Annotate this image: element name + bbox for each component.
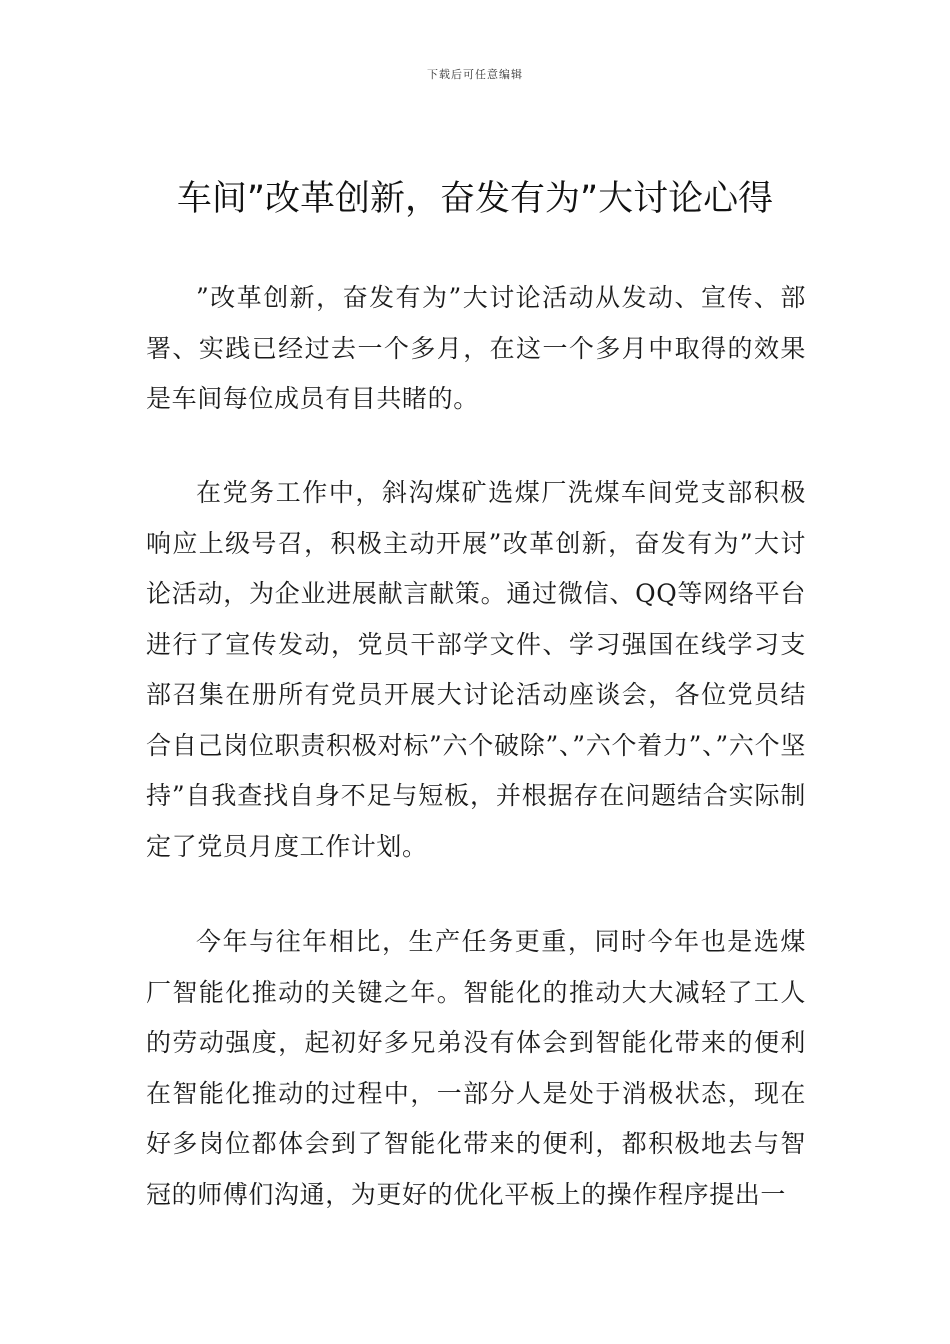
paragraph-2: 在党务工作中，斜沟煤矿选煤厂洗煤车间党支部积极响应上级号召，积极主动开展”改革创新，奋发有为”大讨论活动，为企业进展献言献策。通过微信、QQ等网络平台进行了宣传发动，党员干部学文件、学习强国在线学习支部召集在册所有党员开展大讨论活动座谈会，各位党员结合自己岗位职责积极对标”六个破除”、”六个着力”、”六个坚持”自我查找自身不足与短板，并根据存在问题结合实际制定了党员月度工作计划。 <box>146 478 806 861</box>
paragraph-1: ”改革创新，奋发有为”大讨论活动从发动、宣传、部署、实践已经过去一个多月，在这一个多月中取得的效果是车间每位成员有目共睹的。 <box>146 283 806 413</box>
paragraph-3: 今年与往年相比，生产任务更重，同时今年也是选煤厂智能化推动的关键之年。智能化的推动大大减轻了工人的劳动强度，起初好多兄弟没有体会到智能化带来的便利在智能化推动的过程中，一部分人是处于消极状态，现在好多岗位都体会到了智能化带来的便利，都积极地去与智冠的师傅们沟通，为更好的优化平板上的操作程序提出一 <box>146 927 806 1209</box>
header-note: 下载后可任意编辑 <box>427 68 523 81</box>
document-title: 车间”改革创新，奋发有为”大讨论心得 <box>176 179 774 219</box>
